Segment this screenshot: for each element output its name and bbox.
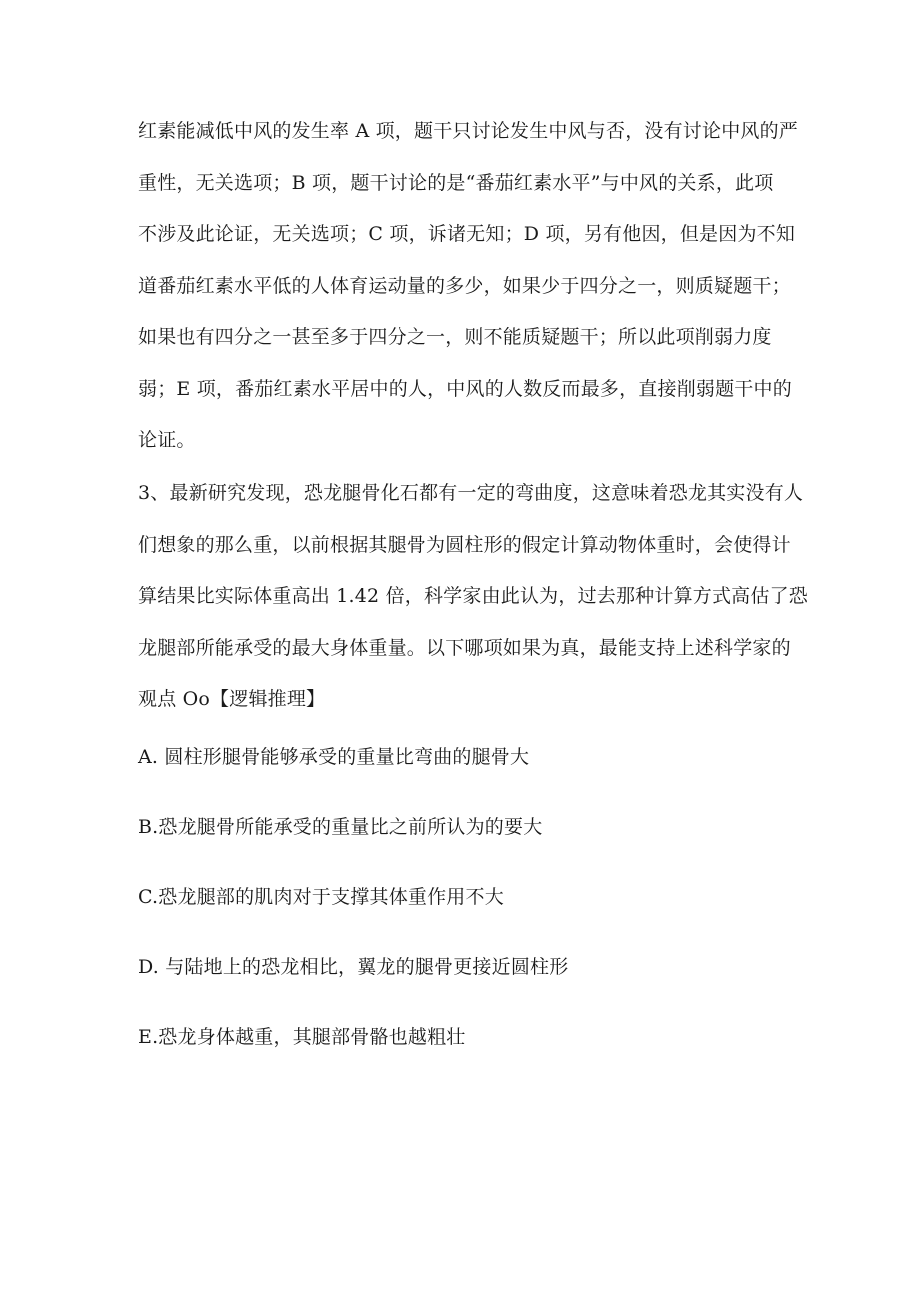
question-stem [138,468,808,726]
explanation-paragraph [138,106,799,467]
explanation-line: 道番茄红素水平低的人体育运动量的多少，如果少于四分之一，则质疑题干； [138,274,791,297]
question-line: 们想象的那么重，以前根据其腿骨为圆柱形的假定计算动物体重时，会使得计 [138,533,791,556]
option-d: D. 与陆地上的恐龙相比，翼龙的腿骨更接近圆柱形 [138,956,569,978]
explanation-line: 红素能减低中风的发生率 A 项，题干只讨论发生中风与否，没有讨论中风的严 [138,120,799,142]
explanation-line: 重性，无关选项；B 项，题干讨论的是“番茄红素水平”与中风的关系，此项 [138,171,774,194]
question-line: 算结果比实际体重高出 1.42 倍，科学家由此认为，过去那种计算方式高估了恐 [138,585,808,607]
question-line: 龙腿部所能承受的最大身体重量。以下哪项如果为真，最能支持上述科学家的 [138,636,791,659]
option-c: C.恐龙腿部的肌肉对于支撑其体重作用不大 [138,886,504,908]
option-a: A. 圆柱形腿骨能够承受的重量比弯曲的腿骨大 [138,746,530,768]
question-line: 3、最新研究发现，恐龙腿骨化石都有一定的弯曲度，这意味着恐龙其实没有人 [138,482,804,504]
explanation-line: 弱；E 项，番茄红素水平居中的人，中风的人数反而最多，直接削弱题干中的 [138,377,792,400]
explanation-line: 如果也有四分之一甚至多于四分之一，则不能质疑题干；所以此项削弱力度 [138,326,772,348]
explanation-line: 论证。 [138,429,196,451]
option-e: E.恐龙身体越重，其腿部骨骼也越粗壮 [138,1026,466,1048]
question-line: 观点 Oo【逻辑推理】 [138,688,326,710]
option-b: B.恐龙腿骨所能承受的重量比之前所认为的要大 [138,816,543,838]
explanation-line: 不涉及此论证，无关选项；C 项，诉诸无知；D 项，另有他因，但是因为不知 [138,223,796,245]
